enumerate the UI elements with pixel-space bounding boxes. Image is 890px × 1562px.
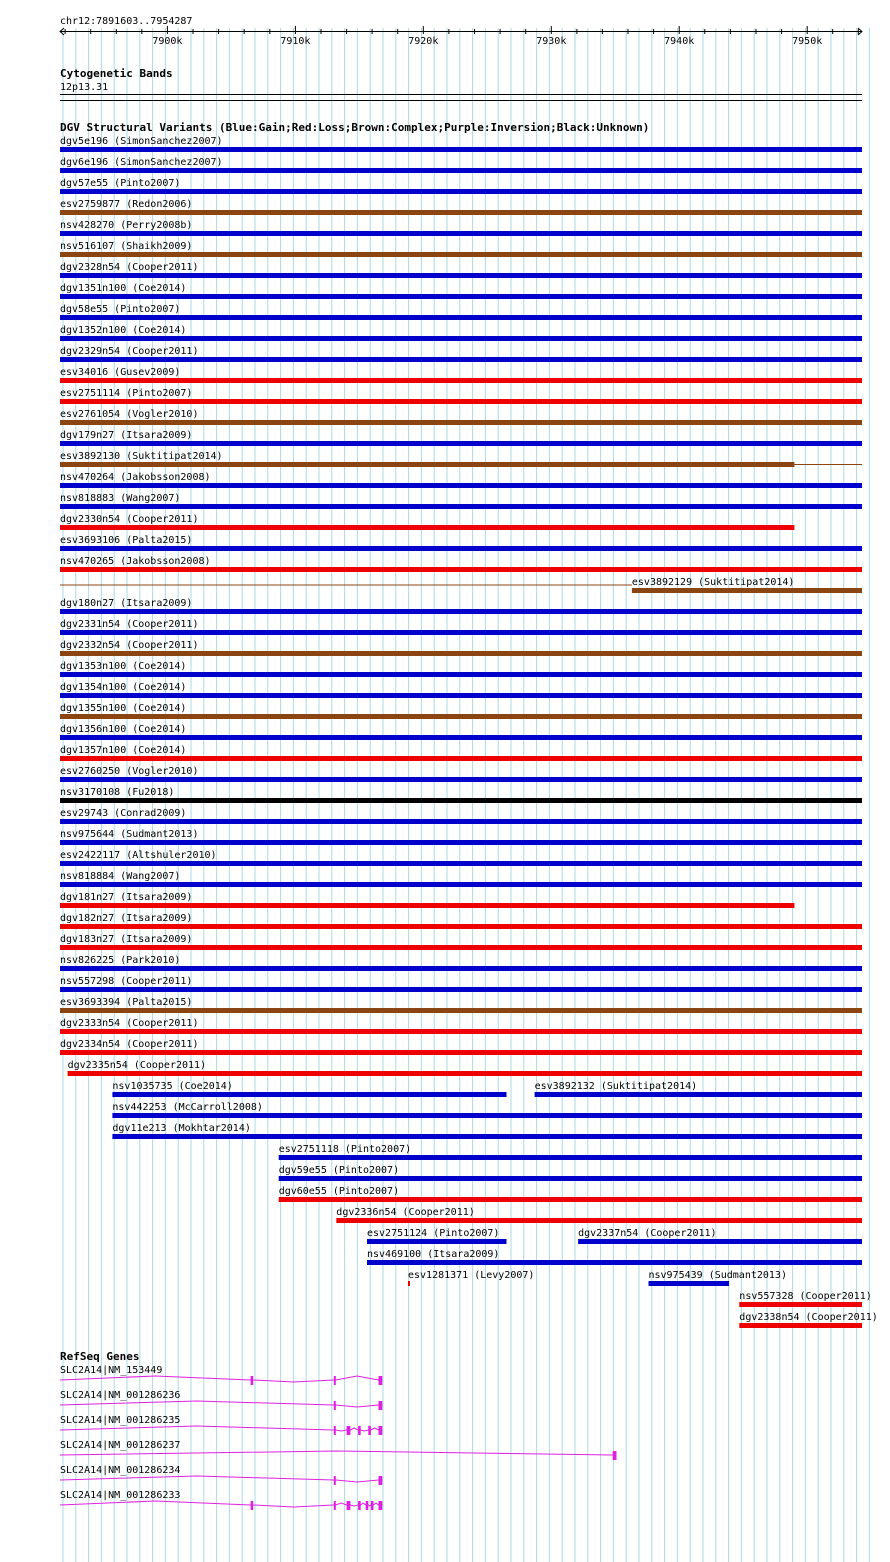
- variant-label[interactable]: nsv469100 (Itsara2009): [367, 1249, 500, 1260]
- gene-exon[interactable]: [379, 1426, 383, 1435]
- variant-label[interactable]: dgv183n27 (Itsara2009): [60, 934, 193, 945]
- ruler-tick-label: 7900k: [152, 36, 183, 47]
- grid-lines: [63, 28, 872, 1562]
- variant-bar[interactable]: [279, 1176, 862, 1181]
- variant-bar[interactable]: [279, 1155, 862, 1160]
- variant-label[interactable]: nsv818884 (Wang2007): [60, 871, 181, 882]
- variant-label[interactable]: dgv180n27 (Itsara2009): [60, 598, 193, 609]
- gene-exon[interactable]: [334, 1476, 336, 1485]
- variant-label[interactable]: nsv470264 (Jakobsson2008): [60, 472, 211, 483]
- variant-label[interactable]: dgv1357n100 (Coe2014): [60, 745, 187, 756]
- variant-label[interactable]: esv29743 (Conrad2009): [60, 808, 187, 819]
- variant-label[interactable]: nsv3170108 (Fu2018): [60, 787, 175, 798]
- variant-label[interactable]: dgv2333n54 (Cooper2011): [60, 1018, 199, 1029]
- variant-bar[interactable]: [578, 1239, 862, 1244]
- variant-label[interactable]: nsv428270 (Perry2008b): [60, 220, 193, 231]
- gene-exon[interactable]: [368, 1426, 371, 1435]
- variant-label[interactable]: dgv1356n100 (Coe2014): [60, 724, 187, 735]
- variant-bar[interactable]: [68, 1071, 862, 1076]
- variant-bar[interactable]: [60, 819, 862, 824]
- variant-bar[interactable]: [60, 777, 862, 782]
- gene-exon[interactable]: [379, 1476, 383, 1485]
- gene-intron-line[interactable]: [60, 1451, 617, 1455]
- variant-label[interactable]: esv2751114 (Pinto2007): [60, 388, 193, 399]
- variant-bar[interactable]: [60, 735, 862, 740]
- gene-exon[interactable]: [334, 1401, 336, 1410]
- variant-bar[interactable]: [60, 483, 862, 488]
- gene-exon[interactable]: [334, 1376, 336, 1385]
- variant-bar[interactable]: [60, 378, 862, 383]
- gene-exon[interactable]: [347, 1426, 351, 1435]
- variant-bar[interactable]: [60, 273, 862, 278]
- variant-bar[interactable]: [60, 609, 862, 614]
- variant-bar[interactable]: [60, 147, 862, 152]
- variant-bar[interactable]: [60, 840, 862, 845]
- variant-label[interactable]: dgv1355n100 (Coe2014): [60, 703, 187, 714]
- variant-bar[interactable]: [60, 231, 862, 236]
- variant-label[interactable]: dgv1352n100 (Coe2014): [60, 325, 187, 336]
- variant-bar[interactable]: [649, 1281, 730, 1286]
- ruler-tick-label: 7910k: [280, 36, 311, 47]
- variant-label[interactable]: dgv1353n100 (Coe2014): [60, 661, 187, 672]
- gene-label[interactable]: SLC2A14|NM_001286235: [60, 1415, 181, 1426]
- variant-label[interactable]: dgv11e213 (Mokhtar2014): [112, 1123, 251, 1134]
- variant-label[interactable]: nsv818883 (Wang2007): [60, 493, 181, 504]
- variant-label[interactable]: dgv181n27 (Itsara2009): [60, 892, 193, 903]
- variant-label[interactable]: dgv2338n54 (Cooper2011): [739, 1312, 878, 1323]
- variant-bar[interactable]: [367, 1260, 862, 1265]
- gene-exon[interactable]: [334, 1501, 336, 1510]
- variant-bar[interactable]: [60, 861, 862, 866]
- gene-label[interactable]: SLC2A14|NM_001286234: [60, 1465, 181, 1476]
- variant-bar[interactable]: [60, 672, 862, 677]
- variant-bar[interactable]: [279, 1197, 862, 1202]
- variant-bar[interactable]: [535, 1092, 862, 1097]
- variant-label[interactable]: dgv2336n54 (Cooper2011): [336, 1207, 475, 1218]
- variant-label[interactable]: esv3892130 (Suktitipat2014): [60, 451, 223, 462]
- variant-bar[interactable]: [60, 357, 862, 362]
- variant-bar[interactable]: [60, 399, 862, 404]
- variant-label[interactable]: dgv2334n54 (Cooper2011): [60, 1039, 199, 1050]
- variant-bar[interactable]: [408, 1281, 410, 1286]
- variant-bar[interactable]: [60, 651, 862, 656]
- gene-exon[interactable]: [334, 1426, 336, 1435]
- variant-bar[interactable]: [60, 567, 862, 572]
- variant-bar[interactable]: [60, 1008, 862, 1013]
- variant-bar[interactable]: [632, 588, 862, 593]
- variant-label[interactable]: dgv2328n54 (Cooper2011): [60, 262, 199, 273]
- variant-label[interactable]: nsv516107 (Shaikh2009): [60, 241, 193, 252]
- variant-bar[interactable]: [60, 420, 862, 425]
- ruler-tick-label: 7950k: [792, 36, 823, 47]
- variant-label[interactable]: dgv60e55 (Pinto2007): [278, 1186, 400, 1197]
- variant-bar[interactable]: [60, 630, 862, 635]
- variant-label[interactable]: nsv557328 (Cooper2011): [739, 1291, 872, 1302]
- gene-exon[interactable]: [613, 1451, 617, 1460]
- gene-exon[interactable]: [379, 1376, 383, 1385]
- variant-label[interactable]: esv3693394 (Palta2015): [60, 997, 193, 1008]
- variant-bar[interactable]: [60, 798, 862, 803]
- variant-bar[interactable]: [60, 693, 862, 698]
- variant-bar[interactable]: [367, 1239, 507, 1244]
- gene-exon[interactable]: [379, 1401, 383, 1410]
- variant-label[interactable]: dgv2337n54 (Cooper2011): [578, 1228, 717, 1239]
- variant-bar[interactable]: [60, 924, 862, 929]
- cytoband-label: 12p13.31: [60, 82, 109, 93]
- variant-label[interactable]: dgv2335n54 (Cooper2011): [67, 1060, 207, 1071]
- variant-label[interactable]: dgv57e55 (Pinto2007): [60, 178, 181, 189]
- variant-label[interactable]: nsv470265 (Jakobsson2008): [60, 556, 211, 567]
- variant-bar[interactable]: [60, 294, 862, 299]
- variant-label[interactable]: esv2751124 (Pinto2007): [367, 1228, 500, 1239]
- variant-bar[interactable]: [60, 903, 794, 908]
- gene-label[interactable]: SLC2A14|NM_001286237: [60, 1440, 181, 1451]
- variant-bar[interactable]: [60, 441, 862, 446]
- variant-label[interactable]: esv3693106 (Palta2015): [60, 535, 193, 546]
- gene-label[interactable]: SLC2A14|NM_001286236: [60, 1390, 181, 1401]
- variant-bar[interactable]: [112, 1134, 862, 1139]
- refseq-track: [60, 1365, 617, 1510]
- variant-label[interactable]: nsv442253 (McCarroll2008): [112, 1102, 263, 1113]
- variant-label[interactable]: esv3892132 (Suktitipat2014): [534, 1081, 698, 1092]
- variant-bar[interactable]: [60, 1050, 862, 1055]
- variant-bar[interactable]: [60, 756, 862, 761]
- variant-bar[interactable]: [60, 252, 862, 257]
- variant-label[interactable]: dgv179n27 (Itsara2009): [60, 430, 193, 441]
- location-label: chr12:7891603..7954287: [60, 16, 193, 27]
- variant-label[interactable]: dgv58e55 (Pinto2007): [60, 304, 181, 315]
- variant-bar[interactable]: [739, 1302, 862, 1307]
- variant-bar[interactable]: [112, 1113, 862, 1118]
- variant-bar[interactable]: [60, 168, 862, 173]
- gene-exon[interactable]: [379, 1501, 383, 1510]
- variant-bar[interactable]: [60, 966, 862, 971]
- variant-bar[interactable]: [60, 210, 862, 215]
- variant-bar[interactable]: [60, 945, 862, 950]
- gene-exon[interactable]: [251, 1501, 254, 1510]
- variant-bar[interactable]: [60, 525, 794, 530]
- gene-exon[interactable]: [366, 1501, 369, 1510]
- variant-label[interactable]: dgv2329n54 (Cooper2011): [60, 346, 199, 357]
- variant-label[interactable]: esv2761054 (Vogler2010): [60, 409, 199, 420]
- variant-bar[interactable]: [60, 504, 862, 509]
- ruler-tick-label: 7920k: [408, 36, 439, 47]
- variant-label[interactable]: dgv2332n54 (Cooper2011): [60, 640, 199, 651]
- variant-bar[interactable]: [60, 462, 794, 467]
- variant-label[interactable]: esv2760250 (Vogler2010): [60, 766, 199, 777]
- variant-bar[interactable]: [336, 1218, 862, 1223]
- variant-label[interactable]: esv1281371 (Levy2007): [408, 1270, 535, 1281]
- gene-exon[interactable]: [358, 1426, 361, 1435]
- gene-exon[interactable]: [347, 1501, 351, 1510]
- gene-exon[interactable]: [371, 1501, 374, 1510]
- variant-bar[interactable]: [112, 1092, 506, 1097]
- variant-label[interactable]: dgv1351n100 (Coe2014): [60, 283, 187, 294]
- variant-label[interactable]: dgv6e196 (SimonSanchez2007): [60, 157, 223, 168]
- ruler-tick-label: 7940k: [664, 36, 695, 47]
- variant-label[interactable]: nsv826225 (Park2010): [60, 955, 181, 966]
- variant-bar[interactable]: [60, 714, 862, 719]
- variant-bar[interactable]: [60, 987, 862, 992]
- variant-label[interactable]: esv2759877 (Redon2006): [60, 199, 193, 210]
- variant-label[interactable]: dgv2330n54 (Cooper2011): [60, 514, 199, 525]
- variant-label[interactable]: esv2751118 (Pinto2007): [278, 1144, 412, 1155]
- variant-label[interactable]: dgv5e196 (SimonSanchez2007): [60, 136, 223, 147]
- dgv-track-title[interactable]: DGV Structural Variants (Blue:Gain;Red:Loss;Brown:Complex;Purple:Inversion;Black:Unknown): [60, 121, 650, 134]
- variant-label[interactable]: nsv975439 (Sudmant2013): [648, 1270, 787, 1281]
- variant-label[interactable]: dgv1354n100 (Coe2014): [60, 682, 187, 693]
- variant-label[interactable]: esv2422117 (Altshuler2010): [60, 850, 217, 861]
- variant-bar[interactable]: [60, 336, 862, 341]
- gene-exon[interactable]: [251, 1376, 254, 1385]
- gene-label[interactable]: SLC2A14|NM_001286233: [60, 1490, 181, 1501]
- gene-exon[interactable]: [358, 1501, 361, 1510]
- variant-label[interactable]: nsv557298 (Cooper2011): [60, 976, 193, 987]
- ruler-tick-label: 7930k: [536, 36, 567, 47]
- refseq-track-title[interactable]: RefSeq Genes: [60, 1350, 140, 1363]
- variant-label[interactable]: esv3892129 (Suktitipat2014): [631, 577, 795, 588]
- dgv-track: [60, 136, 878, 1328]
- cytoband-track-title[interactable]: Cytogenetic Bands: [60, 67, 173, 80]
- variant-bar[interactable]: [739, 1323, 862, 1328]
- variant-label[interactable]: nsv975644 (Sudmant2013): [60, 829, 199, 840]
- variant-label[interactable]: nsv1035735 (Coe2014): [112, 1081, 233, 1092]
- variant-bar[interactable]: [60, 315, 862, 320]
- variant-label[interactable]: dgv59e55 (Pinto2007): [278, 1165, 400, 1176]
- variant-label[interactable]: esv34016 (Gusev2009): [60, 367, 181, 378]
- variant-bar[interactable]: [60, 546, 862, 551]
- variant-bar[interactable]: [60, 882, 862, 887]
- variant-bar[interactable]: [60, 1029, 862, 1034]
- variant-label[interactable]: dgv182n27 (Itsara2009): [60, 913, 193, 924]
- variant-label[interactable]: dgv2331n54 (Cooper2011): [60, 619, 199, 630]
- variant-bar[interactable]: [60, 189, 862, 194]
- gene-label[interactable]: SLC2A14|NM_153449: [60, 1365, 163, 1376]
